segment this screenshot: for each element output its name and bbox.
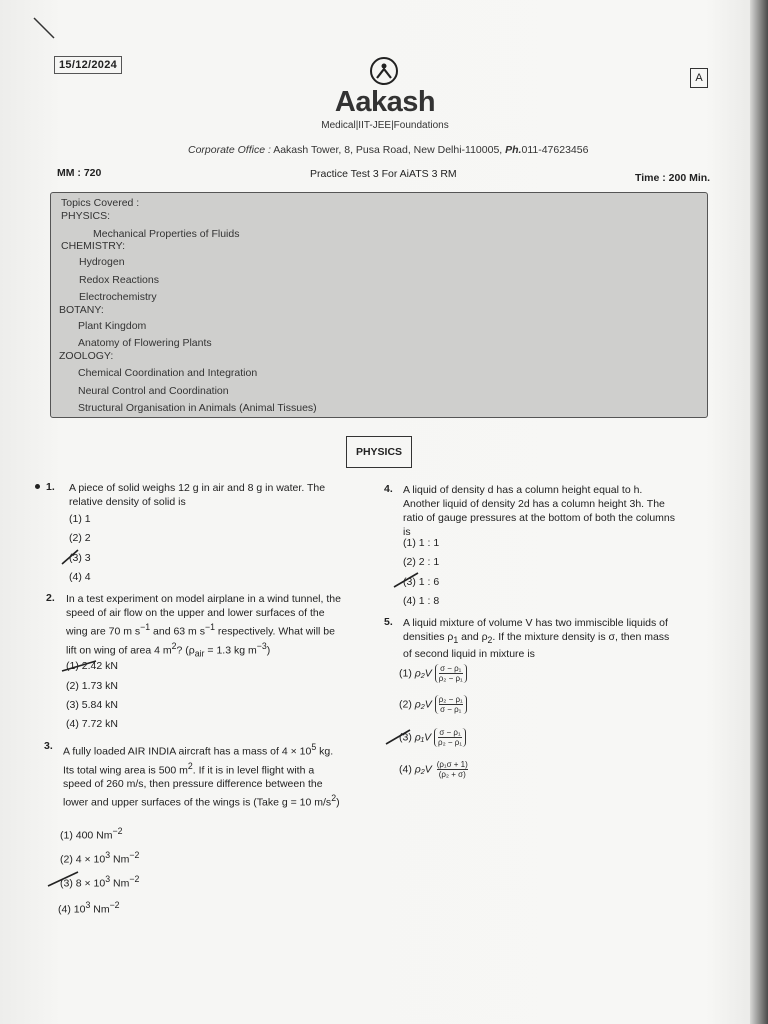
topic-item: Electrochemistry xyxy=(79,291,157,303)
option: (3) 1 : 6 xyxy=(403,576,440,588)
question-text: A fully loaded AIR INDIA aircraft has a mass of $4 \times 10^5$ kg. Its total wing area is 500 $m^2$. If it is in level flight with a speed of 260 m/s, then pressure difference between the lower and upper surfaces of the wings is (Take g = 10 $m/s^2$) xyxy=(63,742,340,809)
test-title: Practice Test 3 For AiATS 3 RM xyxy=(310,168,457,180)
question-number: 5. xyxy=(384,616,393,628)
exam-date: 15/12/2024 xyxy=(54,56,122,74)
option: (1) ρ₂V $\frac{\text{σ − ρ₁}}{\text{ρ₂ − ρ₁}}$ xyxy=(399,664,467,683)
answer-tick-mark xyxy=(60,658,100,674)
option: (4) 1 : 8 xyxy=(403,595,440,607)
time-limit: Time : 200 Min. xyxy=(635,172,711,184)
section-heading: PHYSICS xyxy=(346,436,412,468)
question-number: 3. xyxy=(44,740,53,752)
question-number: 2. xyxy=(46,592,55,604)
bullet-dot xyxy=(35,484,40,489)
option: (3) 3 xyxy=(69,552,91,564)
max-marks: MM : 720 xyxy=(57,167,102,179)
answer-tick-mark xyxy=(60,548,82,568)
question-number: 1. xyxy=(46,481,55,493)
question-text: In a test experiment on model airplane in a wind tunnel, the speed of air flow on the upper and lower surfaces of the wing are 70 m $s^{-1}$ and 63 m $s^{-1}$ respectively. What will be lift on wing of area 4 $m^2$? ($\rho_{air} = 1.3$ kg $m^{-3}$) xyxy=(66,593,341,659)
option: (4) 7.72 kN xyxy=(66,718,118,730)
answer-tick-mark xyxy=(46,868,82,890)
topic-item: Hydrogen xyxy=(79,256,125,268)
option: (2) 2 xyxy=(69,532,91,544)
corporate-address: Aakash Tower, 8, Pusa Road, New Delhi-110005, xyxy=(270,144,506,156)
option: (2) ρ₂V $\frac{\text{ρ₂ − ρ₁}}{\text{σ − ρ₁}}$ xyxy=(399,695,467,714)
brand-tagline: Medical|IIT-JEE|Foundations xyxy=(321,120,449,131)
brand-name: Aakash xyxy=(334,86,436,118)
option: (4) ρ₂V $\frac{\text{(ρ₁σ + 1)}}{\text{(ρ₂ + σ)}}$ xyxy=(399,760,468,779)
option: (1) 1 xyxy=(69,513,91,525)
option: (3) ρ₁V $\frac{\text{σ − ρ₁}}{\text{ρ₂ − ρ₁}}$ xyxy=(399,728,466,747)
topic-item: Structural Organisation in Animals (Animal Tissues) xyxy=(78,402,317,414)
option: (3) $8 \times 10^3$ $Nm^{-2}$ xyxy=(60,874,140,890)
answer-tick-mark xyxy=(392,570,422,590)
subject-botany: BOTANY: xyxy=(59,304,104,316)
topic-item: Neural Control and Coordination xyxy=(78,385,229,397)
topic-item: Redox Reactions xyxy=(79,274,159,286)
aakash-logo-icon xyxy=(369,56,399,86)
question-text: A liquid mixture of volume V has two immiscible liquids of densities $\rho_1$ and $\rho_2$. If the mixture density is σ, then mass of second liquid in mixture is xyxy=(403,617,670,661)
option: (2) 2 : 1 xyxy=(403,556,440,568)
set-code: A xyxy=(690,68,708,88)
option: (2) $4 \times 10^3$ $Nm^{-2}$ xyxy=(60,850,140,866)
subject-chemistry: CHEMISTRY: xyxy=(61,240,125,252)
subject-zoology: ZOOLOGY: xyxy=(59,350,114,362)
option: (1) 1 : 1 xyxy=(403,537,440,549)
phone-number: 011-47623456 xyxy=(521,144,589,156)
pencil-mark xyxy=(30,14,60,44)
topics-heading: Topics Covered : xyxy=(61,197,140,209)
option: (3) 5.84 kN xyxy=(66,699,118,711)
corporate-office xyxy=(188,144,588,156)
topic-item: Chemical Coordination and Integration xyxy=(78,367,258,379)
answer-tick-mark xyxy=(384,726,414,748)
question-text: A liquid of density d has a column height equal to h. Another liquid of density 2d has a column height 3h. The ratio of gauge pressures at the bottom of both the columns is xyxy=(403,484,675,538)
option: (2) 1.73 kN xyxy=(66,680,118,692)
topic-item: Plant Kingdom xyxy=(78,320,147,332)
subject-physics: PHYSICS: xyxy=(61,210,111,222)
option: (1) 400 $Nm^{-2}$ xyxy=(60,826,123,842)
option: (1) 2.42 kN xyxy=(66,660,118,672)
corporate-label: Corporate Office : xyxy=(188,144,271,156)
option: (4) 4 xyxy=(69,571,91,583)
question-number: 4. xyxy=(384,483,393,495)
phone-label: Ph. xyxy=(505,144,522,156)
topic-item: Mechanical Properties of Fluids xyxy=(93,228,240,240)
option: (4) $10^3$ $Nm^{-2}$ xyxy=(58,900,120,916)
topics-covered-box xyxy=(50,192,708,418)
question-text: A piece of solid weighs 12 g in air and 8 g in water. The relative density of solid is xyxy=(69,482,326,508)
topic-item: Anatomy of Flowering Plants xyxy=(78,337,212,349)
page-edge-shadow xyxy=(750,0,768,1024)
